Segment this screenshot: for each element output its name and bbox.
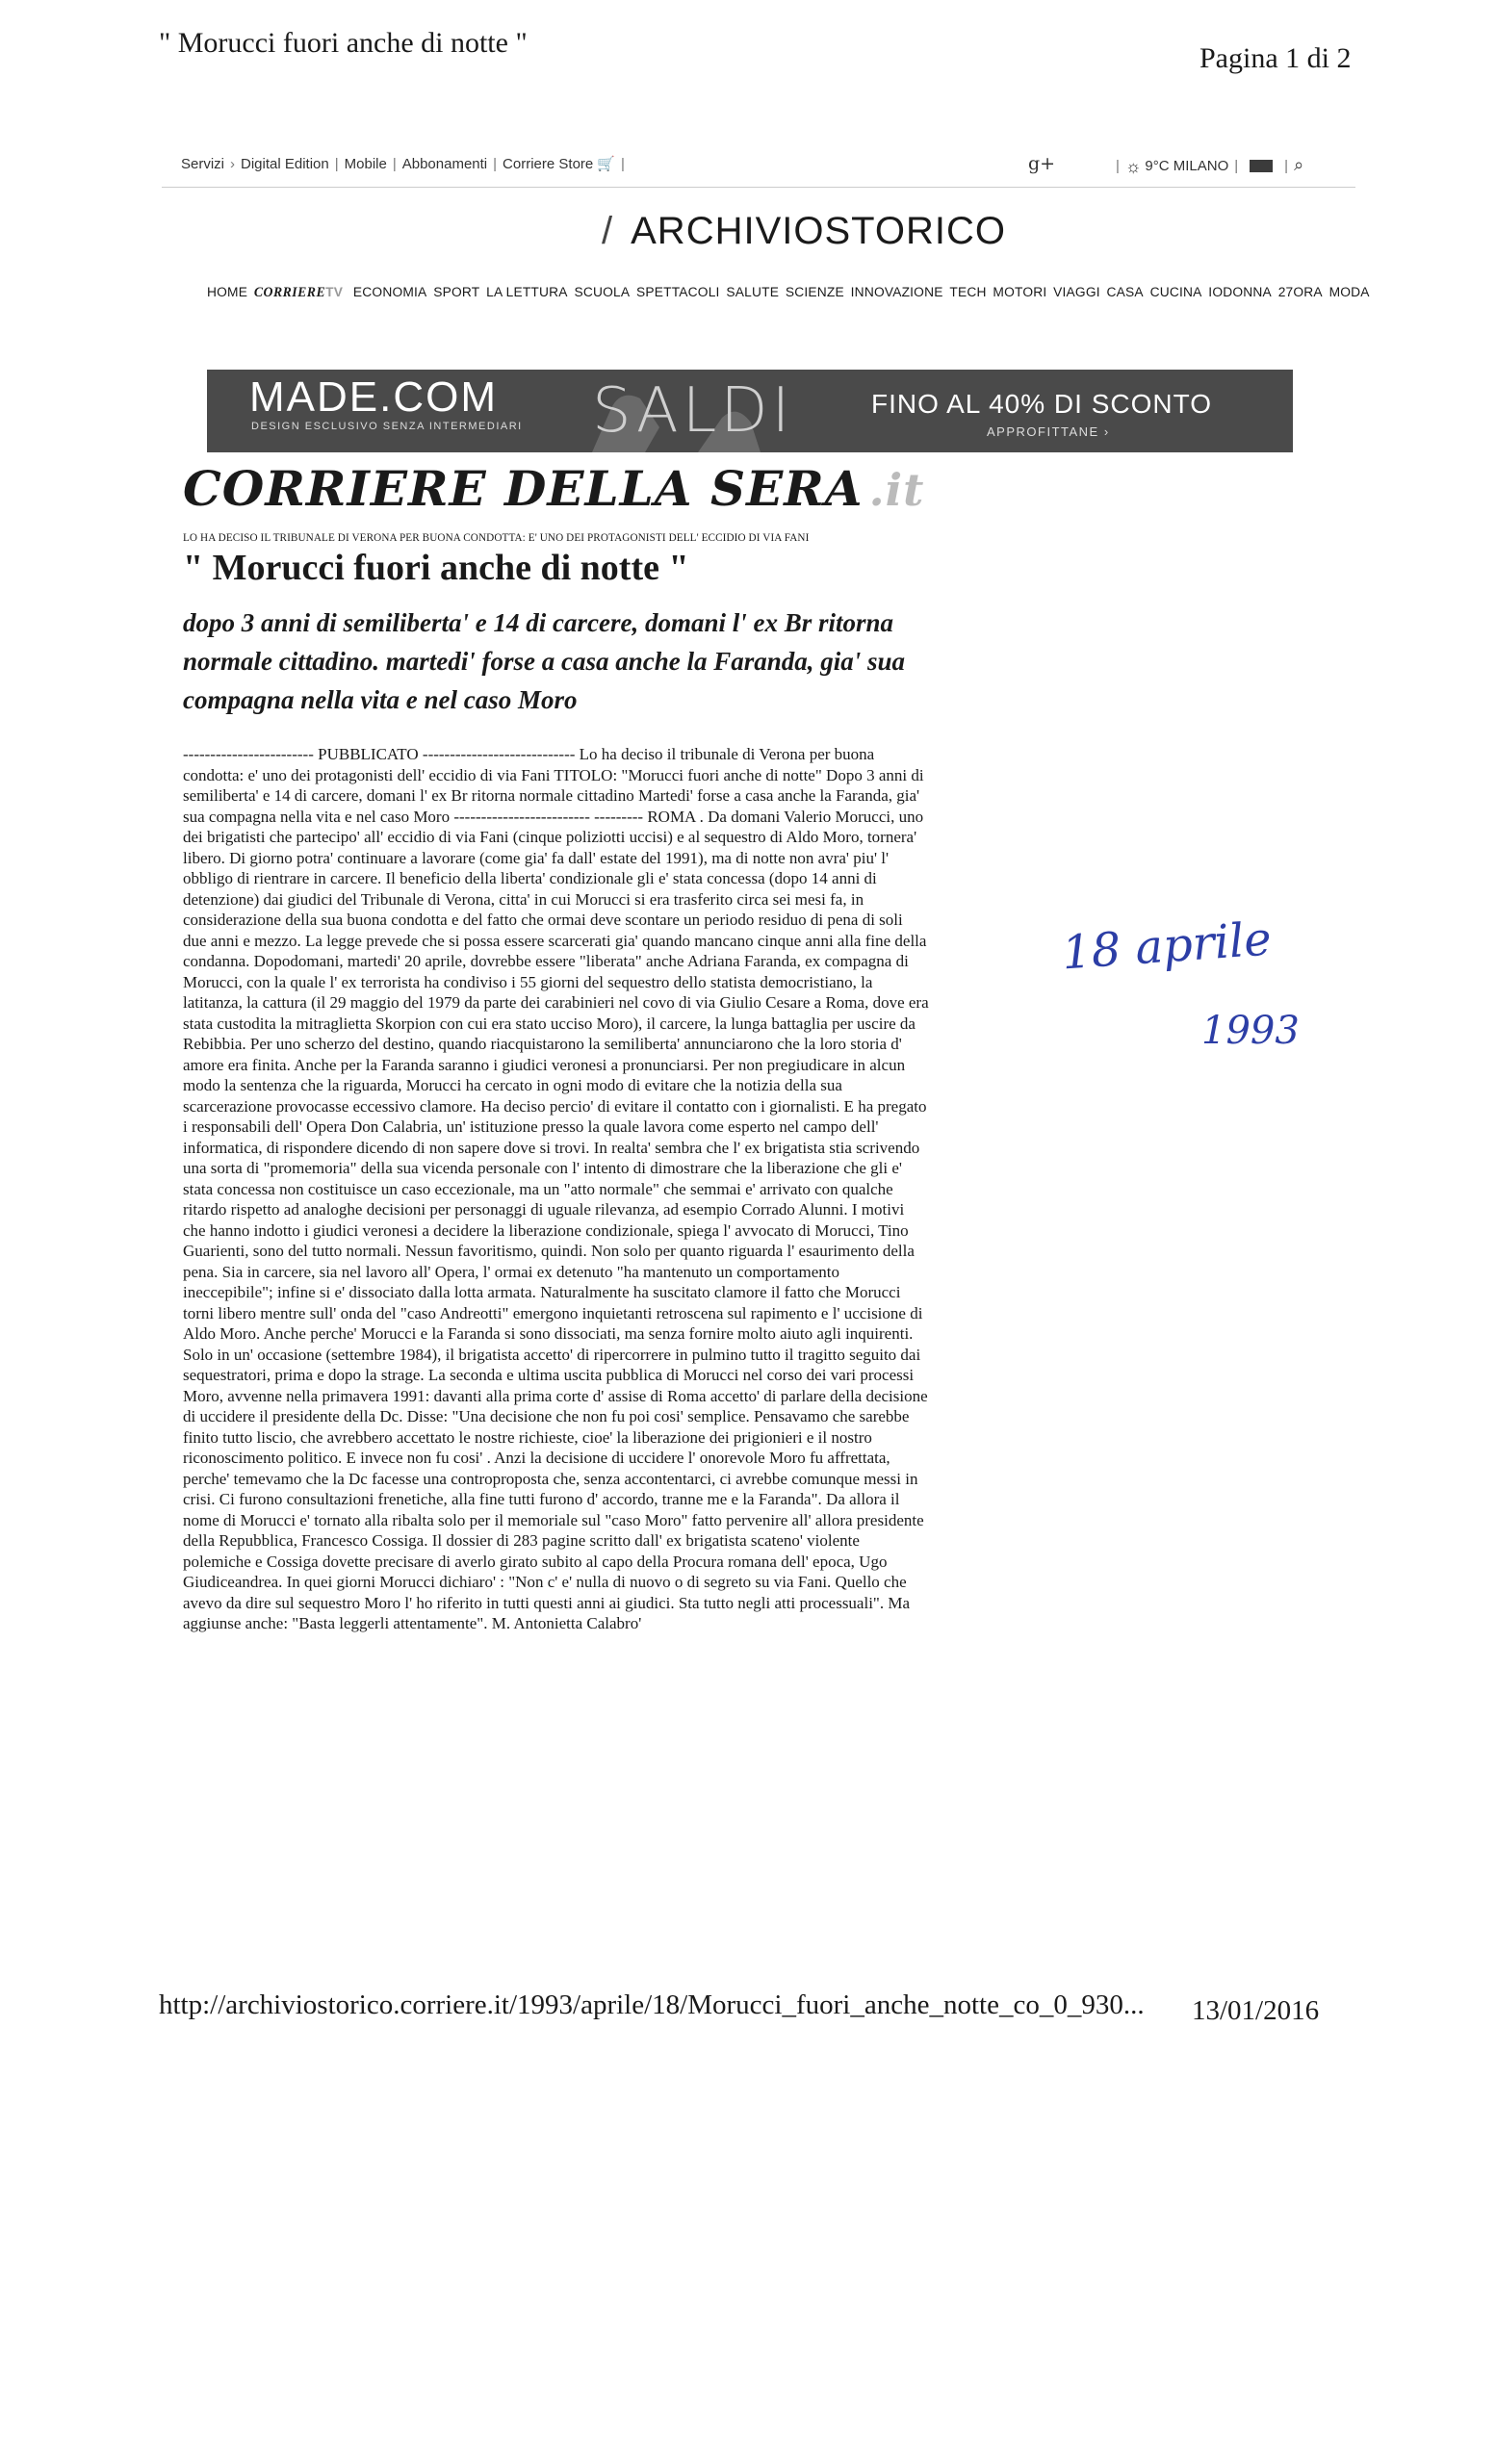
separator: | — [392, 156, 397, 172]
utility-bar — [181, 149, 1351, 178]
masthead-logo[interactable] — [183, 460, 924, 517]
archive-slash: / — [602, 210, 614, 252]
article-body-text: ------------------------ PUBBLICATO ---------------------------- Lo ha deciso il tribunale di Verona per buona condotta: e' uno dei protagonisti dell' eccidio di via Fani TITOLO: "Morucci fuori anche di notte" Dopo 3 anni di semiliberta' e 14 di carcere, domani l' ex Br ritorna normale cittadino Martedi' forse a casa anche la Faranda, gia' sua compagna nella vita e nel caso Moro ------------------------- --------- ROMA . Da domani Valerio Morucci, uno dei brigatisti che partecipo' all' eccidio di via Fani (cinque poliziotti uccisi) e al sequestro di Aldo Moro, tornera' libero. Di giorno potra' continuare a lavorare (come gia' fa dall' estate del 1991), ma di notte non avra' piu' l' obbligo di rientrare in carcere. Il beneficio della liberta' condizionale gli e' stata concessa (dopo 14 anni di detenzione) dai giudici del Tribunale di Verona, citta' in cui Morucci si era trasferito circa sei mesi fa, in considerazione della sua buona condotta e del fatto che ormai deve scontare un periodo residuo di pena di soli due anni e mezzo. La legge prevede che si possa essere scarcerati gia' quando mancano cinque anni alla fine della condanna. Dopodomani, martedi' 20 aprile, dovrebbe essere "liberata" anche Adriana Faranda, ex compagna di Morucci, con la quale l' ex terrorista ha condiviso i 55 giorni del sequestro dello statista democristiano, la latitanza, la cattura (il 29 maggio del 1979 da parte dei carabinieri nel covo di via Giulio Cesare a Roma, dove era stata custodita la mitraglietta Skorpion con cui era stato ucciso Moro), il carcere, la lunga battaglia per uscire da Rebibbia. Per uno scherzo del destino, quando riacquistarono la semiliberta' annunciarono che la loro storia d' amore era finita. Anche per la Faranda saranno i giudici veronesi a pronunciarsi. Per non pregiudicare in alcun modo la sentenza che la riguarda, Morucci ha cercato in ogni modo di evitare che la notizia della sua scarcerazione provocasse eccessivo clamore. Ha deciso percio' di evitare il contatto con i giornalisti. E ha pregato i responsabili dell' Opera Don Calabria, un' istituzione presso la quale lavora come esperto nel campo dell' informatica, di rispondere dicendo di non sapere dove si trovi. In realta' sembra che l' ex brigatista stia scrivendo una sorta di "promemoria" della sua vicenda personale con l' intento di dimostrare che la liberazione che gli e' stata concessa non costituisce un caso eccezionale, ma un "atto normale" che semmai e' arrivato con qualche ritardo rispetto ad analoghe decisioni per personaggi di uguale rilevanza, ad esempio Corrado Alunni. I motivi che hanno indotto i giudici veronesi a decidere la liberazione condizionale, spiega l' avvocato di Morucci, Tino Guarienti, sono del tutto normali. Nessun favoritismo, quindi. Non solo per quanto riguarda l' esaurimento della pena. Sia in carcere, sia nel lavoro all' Opera, l' ormai ex detenuto "ha mantenuto un comportamento ineccepibile"; infine si e' dissociato dalla lotta armata. Naturalmente ha suscitato clamore il fatto che Morucci torni libero mentre sull' onda del "caso Andreotti" emergono inquietanti retroscena sul rapimento e l' uccisione di Aldo Moro. Anche perche' Morucci e la Faranda si sono dissociati, ma senza fornire molto aiuto agli inquirenti. Solo in un' occasione (settembre 1984), il brigatista accetto' di ripercorrere in pulmino tutto il tragitto seguito dai sequestratori, prima e dopo la strage. La seconda e ultima uscita pubblica di Morucci nel corso dei vari processi Moro, avvenne nella primavera 1991: davanti alla prima corte d' assise di Roma accetto' di parlare della decisione di uccidere il presidente della Dc. Disse: "Una decisione che non fu poi cosi' semplice. Pensavamo che sarebbe finito tutto liscio, che avrebbero accettato le nostre richieste, cioe' la liberazione dei prigionieri e il nostro riconoscimento politico. E invece non fu cosi' . Anzi la decisione di uccidere l' onorevole Moro fu affrettata, perche' temevamo che la Dc facesse una controproposta che, senza accontentarci, ci avrebbe comunque messi in crisi. Ci furono consultazioni frenetiche, alla fine tutti furono d' accordo, tranne me e la Faranda". Da allora il nome di Morucci e' tornato alla ribalta solo per il memoriale sul "caso Moro" fatto pervenire all' allora presidente della Repubblica, Francesco Cossiga. Il dossier di 283 pagine scritto dall' ex brigatista scateno' violente polemiche e Cossiga dovette precisare di averlo girato subito al capo della Procura romana dell' epoca, Ugo Giudiceandrea. In quei giorni Morucci dichiaro' : "Non c' e' nulla di nuovo o di segreto su via Fani. Quello che avevo da dire sul sequestro Moro l' ho riferito in tutti questi anni ai giudici. Sta tutto negli atti processuali". Ma aggiunse anche: "Basta leggerli attentamente". M. Antonietta Calabro' — [183, 745, 929, 1632]
chevron-right-icon: › — [230, 156, 236, 172]
nav-spettacoli[interactable]: SPETTACOLI — [636, 285, 720, 300]
ad-tagline: DESIGN ESCLUSIVO SENZA INTERMEDIARI — [251, 421, 523, 432]
cart-icon[interactable]: 🛒 — [597, 156, 615, 172]
weather-readout[interactable]: 9°C MILANO — [1145, 158, 1229, 174]
ad-banner[interactable] — [207, 370, 1293, 452]
nav-scienze[interactable]: SCIENZE — [785, 285, 844, 300]
article-kicker: LO HA DECISO IL TRIBUNALE DI VERONA PER BUONA CONDOTTA: E' UNO DEI PROTAGONISTI DELL' ECCIDIO DI VIA FANI — [183, 532, 810, 544]
utility-right — [1110, 155, 1303, 177]
ad-logo: MADE.COM — [249, 373, 498, 421]
archive-label: ARCHIVIOSTORICO — [631, 210, 1006, 252]
nav-corriere-tv-brand[interactable]: CORRIERE — [253, 285, 326, 300]
separator: | — [1116, 158, 1120, 174]
ad-cta[interactable]: APPROFITTANE › — [987, 424, 1110, 439]
article-body — [183, 744, 929, 1634]
masthead-name: CORRIERE DELLA SERA — [183, 460, 864, 517]
ad-promo: FINO AL 40% DI SCONTO — [871, 389, 1212, 419]
nav-corriere-tv-suffix[interactable]: TV — [325, 285, 344, 300]
nav-moda[interactable]: MODA — [1328, 285, 1370, 300]
google-plus-icon[interactable]: g+ — [1028, 153, 1056, 174]
masthead-suffix: .it — [868, 464, 925, 516]
separator: | — [334, 156, 339, 172]
nav-innovazione[interactable]: INNOVAZIONE — [850, 285, 943, 300]
search-icon[interactable]: ⌕ — [1294, 155, 1304, 174]
nav-casa[interactable]: CASA — [1106, 285, 1144, 300]
handwritten-year: 1993 — [1201, 1009, 1300, 1053]
nav-motori[interactable]: MOTORI — [993, 285, 1047, 300]
print-url: http://archiviostorico.corriere.it/1993/aprile/18/Morucci_fuori_anche_notte_co_0_930... — [159, 1989, 1145, 2020]
ad-saldi: SALDI — [592, 375, 794, 447]
abbonamenti-link[interactable]: Abbonamenti — [401, 156, 488, 172]
nav-iodonna[interactable]: IODONNA — [1208, 285, 1272, 300]
separator: | — [1234, 158, 1239, 174]
article-subhead: dopo 3 anni di semiliberta' e 14 di carcere, domani l' ex Br ritorna normale cittadino. martedi' forse a casa anche la Faranda, gia' sua compagna nella vita e nel caso Moro — [183, 608, 906, 714]
archive-heading[interactable] — [602, 210, 1006, 253]
article-headline: " Morucci fuori anche di notte " — [183, 548, 689, 588]
divider — [162, 187, 1355, 188]
mail-icon[interactable] — [1250, 160, 1273, 172]
nav-la-lettura[interactable]: LA LETTURA — [486, 285, 568, 300]
separator: | — [620, 156, 625, 172]
print-date: 13/01/2016 — [1192, 1995, 1320, 2026]
separator: | — [493, 156, 498, 172]
nav-scuola[interactable]: SCUOLA — [574, 285, 631, 300]
mobile-link[interactable]: Mobile — [344, 156, 387, 172]
print-page-title: " Morucci fuori anche di notte " — [159, 27, 528, 59]
corriere-store-link[interactable]: Corriere Store — [503, 156, 594, 172]
servizi-link[interactable]: Servizi — [181, 156, 225, 172]
separator: | — [1284, 158, 1289, 174]
handwritten-date: 18 aprile — [1060, 911, 1274, 981]
nav-cucina[interactable]: CUCINA — [1149, 285, 1202, 300]
nav-viaggi[interactable]: VIAGGI — [1053, 285, 1100, 300]
utility-links — [181, 155, 631, 172]
nav-sport[interactable]: SPORT — [433, 285, 480, 300]
nav-salute[interactable]: SALUTE — [726, 285, 780, 300]
digital-edition-link[interactable]: Digital Edition — [241, 156, 329, 172]
nav-27ora[interactable]: 27ORA — [1277, 285, 1323, 300]
print-page-number: Pagina 1 di 2 — [1199, 42, 1352, 74]
nav-economia[interactable]: ECONOMIA — [352, 285, 427, 300]
section-nav — [207, 285, 1376, 301]
nav-tech[interactable]: TECH — [949, 285, 987, 300]
weather-sun-icon: ☼ — [1124, 157, 1142, 176]
nav-home[interactable]: HOME — [207, 285, 248, 300]
